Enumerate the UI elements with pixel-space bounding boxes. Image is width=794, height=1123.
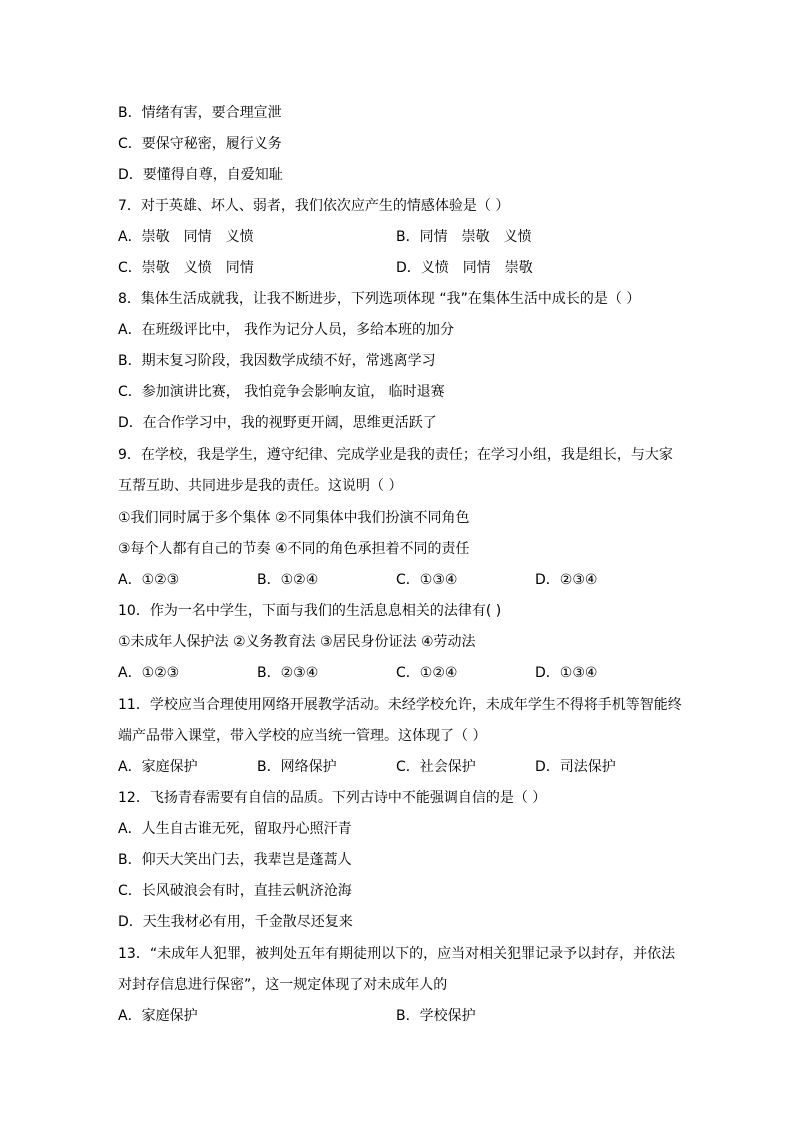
q12-option-a: A．人生自古谁无死，留取丹心照汗青 xyxy=(118,821,352,837)
q8-option-d: D．在合作学习中，我的视野更开阔，思维更活跃了 xyxy=(118,415,437,431)
q11-stem-line2: 端产品带入课堂，带入学校的应当统一管理。这体现了（ ） xyxy=(118,728,487,744)
q11-option-a: A．家庭保护 xyxy=(118,759,198,775)
q7-option-a: A．崇敬 同情 义愤 xyxy=(118,229,254,245)
q10-option-b: B．②③④ xyxy=(257,665,319,681)
q12-option-b: B．仰天大笑出门去，我辈岂是蓬蒿人 xyxy=(118,852,352,868)
q7-stem: 7．对于英雄、坏人、弱者，我们依次应产生的情感体验是（ ） xyxy=(118,198,510,214)
q11-option-c: C．社会保护 xyxy=(396,759,476,775)
q13-stem-line2: 对封存信息进行保密”，这一规定体现了对未成年人的 xyxy=(118,977,448,993)
q11-option-d: D．司法保护 xyxy=(535,759,616,775)
q10-option-a: A．①②③ xyxy=(118,665,180,681)
q9-statements-2: ③每个人都有自己的节奏 ④不同的角色承担着不同的责任 xyxy=(118,541,470,557)
q8-option-b: B．期末复习阶段，我因数学成绩不好，常逃离学习 xyxy=(118,353,436,369)
q12-option-c: C．长风破浪会有时，直挂云帆济沧海 xyxy=(118,883,352,899)
q9-option-b: B．①②④ xyxy=(257,572,319,588)
q11-stem-line1: 11．学校应当合理使用网络开展教学活动。未经学校允许，未成年学生不得将手机等智能终 xyxy=(118,697,682,713)
q8-option-c: C．参加演讲比赛， 我怕竞争会影响友谊， 临时退赛 xyxy=(118,384,445,400)
q10-option-d: D．①③④ xyxy=(535,665,598,681)
q9-statements-1: ①我们同时属于多个集体 ②不同集体中我们扮演不同角色 xyxy=(118,510,470,526)
q12-option-d: D．天生我材必有用，千金散尽还复来 xyxy=(118,914,353,930)
q6-option-c: C．要保守秘密，履行义务 xyxy=(118,136,282,152)
q12-stem: 12．飞扬青春需要有自信的品质。下列古诗中不能强调自信的是（ ） xyxy=(118,790,547,806)
q7-option-b: B．同情 崇敬 义愤 xyxy=(396,229,532,245)
q11-option-b: B．网络保护 xyxy=(257,759,337,775)
q9-stem-line1: 9．在学校，我是学生，遵守纪律、完成学业是我的责任；在学习小组，我是组长，与大家 xyxy=(118,447,673,463)
q6-option-b: B．情绪有害，要合理宣泄 xyxy=(118,105,282,121)
q9-option-a: A．①②③ xyxy=(118,572,180,588)
q8-stem: 8．集体生活成就我，让我不断进步，下列选项体现 “我”在集体生活中成长的是（ ） xyxy=(118,291,641,307)
q7-option-c: C．崇敬 义愤 同情 xyxy=(118,260,254,276)
q9-option-c: C．①③④ xyxy=(396,572,458,588)
q10-statements: ①未成年人保护法 ②义务教育法 ③居民身份证法 ④劳动法 xyxy=(118,634,476,650)
q6-option-d: D．要懂得自尊，自爱知耻 xyxy=(118,167,283,183)
q13-option-b: B．学校保护 xyxy=(396,1008,476,1024)
q10-stem: 10．作为一名中学生，下面与我们的生活息息相关的法律有( ) xyxy=(118,603,502,619)
q13-stem-line1: 13．“未成年人犯罪，被判处五年有期徒刑以下的，应当对相关犯罪记录予以封存，并依法 xyxy=(118,946,676,962)
q7-option-d: D．义愤 同情 崇敬 xyxy=(396,260,533,276)
q10-option-c: C．①②④ xyxy=(396,665,458,681)
q9-option-d: D．②③④ xyxy=(535,572,598,588)
q8-option-a: A．在班级评比中， 我作为记分人员，多给本班的加分 xyxy=(118,322,455,338)
q9-stem-line2: 互帮互助、共同进步是我的责任。这说明（ ） xyxy=(118,478,403,494)
q13-option-a: A．家庭保护 xyxy=(118,1008,198,1024)
